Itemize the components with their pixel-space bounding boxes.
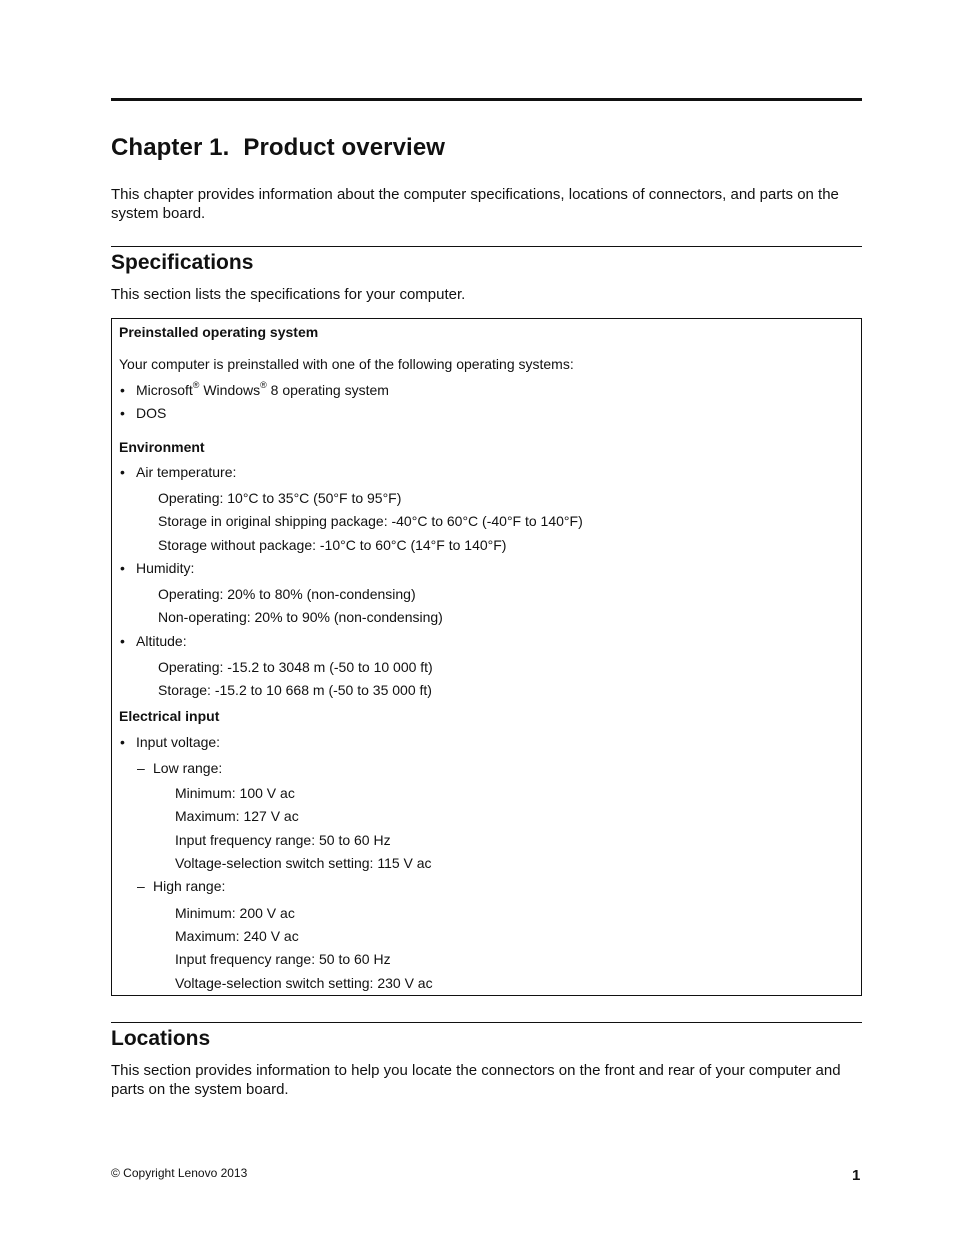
altitude-label: Altitude: <box>136 633 187 649</box>
chapter-number: Chapter 1. <box>111 134 230 161</box>
electrical-heading: Electrical input <box>119 708 220 724</box>
high-range-label: High range: <box>153 878 226 894</box>
locations-rule <box>111 1022 862 1023</box>
input-voltage-label: Input voltage: <box>136 734 221 750</box>
locations-intro: This section provides information to help you locate the connectors on the front and rear of your computer and parts on the system board. <box>111 1062 841 1098</box>
chapter-title <box>111 134 445 162</box>
bullet: • <box>120 734 125 750</box>
altitude-storage: Storage: -15.2 to 10 668 m (-50 to 35 000 ft) <box>158 682 432 698</box>
environment-heading: Environment <box>119 439 205 455</box>
registered-mark: ® <box>260 380 267 391</box>
os-heading: Preinstalled operating system <box>119 324 319 340</box>
air-storage-package: Storage in original shipping package: -40°C to 60°C (-40°F to 140°F) <box>158 513 583 529</box>
os-item-dos: DOS <box>136 405 167 421</box>
locations-heading: Locations <box>111 1027 211 1050</box>
high-switch-setting: Voltage-selection switch setting: 230 V ac <box>175 975 433 991</box>
air-temperature-label: Air temperature: <box>136 464 237 480</box>
altitude-operating: Operating: -15.2 to 3048 m (-50 to 10 000 ft) <box>158 659 433 675</box>
copyright-footer: © Copyright Lenovo 2013 <box>111 1166 248 1180</box>
low-minimum: Minimum: 100 V ac <box>175 785 295 801</box>
chapter-name: Product overview <box>243 134 446 161</box>
registered-mark: ® <box>192 380 200 391</box>
os-text: Your computer is preinstalled with one of the following operating systems: <box>119 356 574 372</box>
humidity-label: Humidity: <box>136 560 195 576</box>
high-frequency: Input frequency range: 50 to 60 Hz <box>175 951 391 967</box>
low-frequency: Input frequency range: 50 to 60 Hz <box>175 832 391 848</box>
bullet: • <box>120 633 125 649</box>
air-storage-no-package: Storage without package: -10°C to 60°C (14°F to 140°F) <box>158 537 507 553</box>
bullet: • <box>120 382 125 398</box>
air-operating: Operating: 10°C to 35°C (50°F to 95°F) <box>158 490 402 506</box>
os-item-windows-part3: 8 operating system <box>266 382 389 398</box>
os-item-windows-part1: Microsoft <box>136 382 193 398</box>
chapter-intro: This chapter provides information about the computer specifications, locations of connectors, and parts on the system board. <box>111 186 839 222</box>
high-maximum: Maximum: 240 V ac <box>175 928 299 944</box>
specifications-intro: This section lists the specifications for your computer. <box>111 286 466 303</box>
high-minimum: Minimum: 200 V ac <box>175 905 295 921</box>
low-maximum: Maximum: 127 V ac <box>175 808 299 824</box>
low-switch-setting: Voltage-selection switch setting: 115 V ac <box>175 855 432 871</box>
specifications-heading: Specifications <box>111 251 254 274</box>
bullet: • <box>120 405 125 421</box>
specifications-table <box>111 318 862 996</box>
dash: – <box>137 760 145 776</box>
bullet: • <box>120 464 125 480</box>
chapter-top-rule <box>111 98 862 101</box>
os-item-windows-part2: Windows <box>199 382 261 398</box>
dash: – <box>137 878 145 894</box>
humidity-non-operating: Non-operating: 20% to 90% (non-condensing) <box>158 609 443 625</box>
humidity-operating: Operating: 20% to 80% (non-condensing) <box>158 586 416 602</box>
specifications-rule <box>111 246 862 247</box>
page-number: 1 <box>852 1167 861 1184</box>
low-range-label: Low range: <box>153 760 223 776</box>
os-item-windows <box>136 382 389 398</box>
bullet: • <box>120 560 125 576</box>
